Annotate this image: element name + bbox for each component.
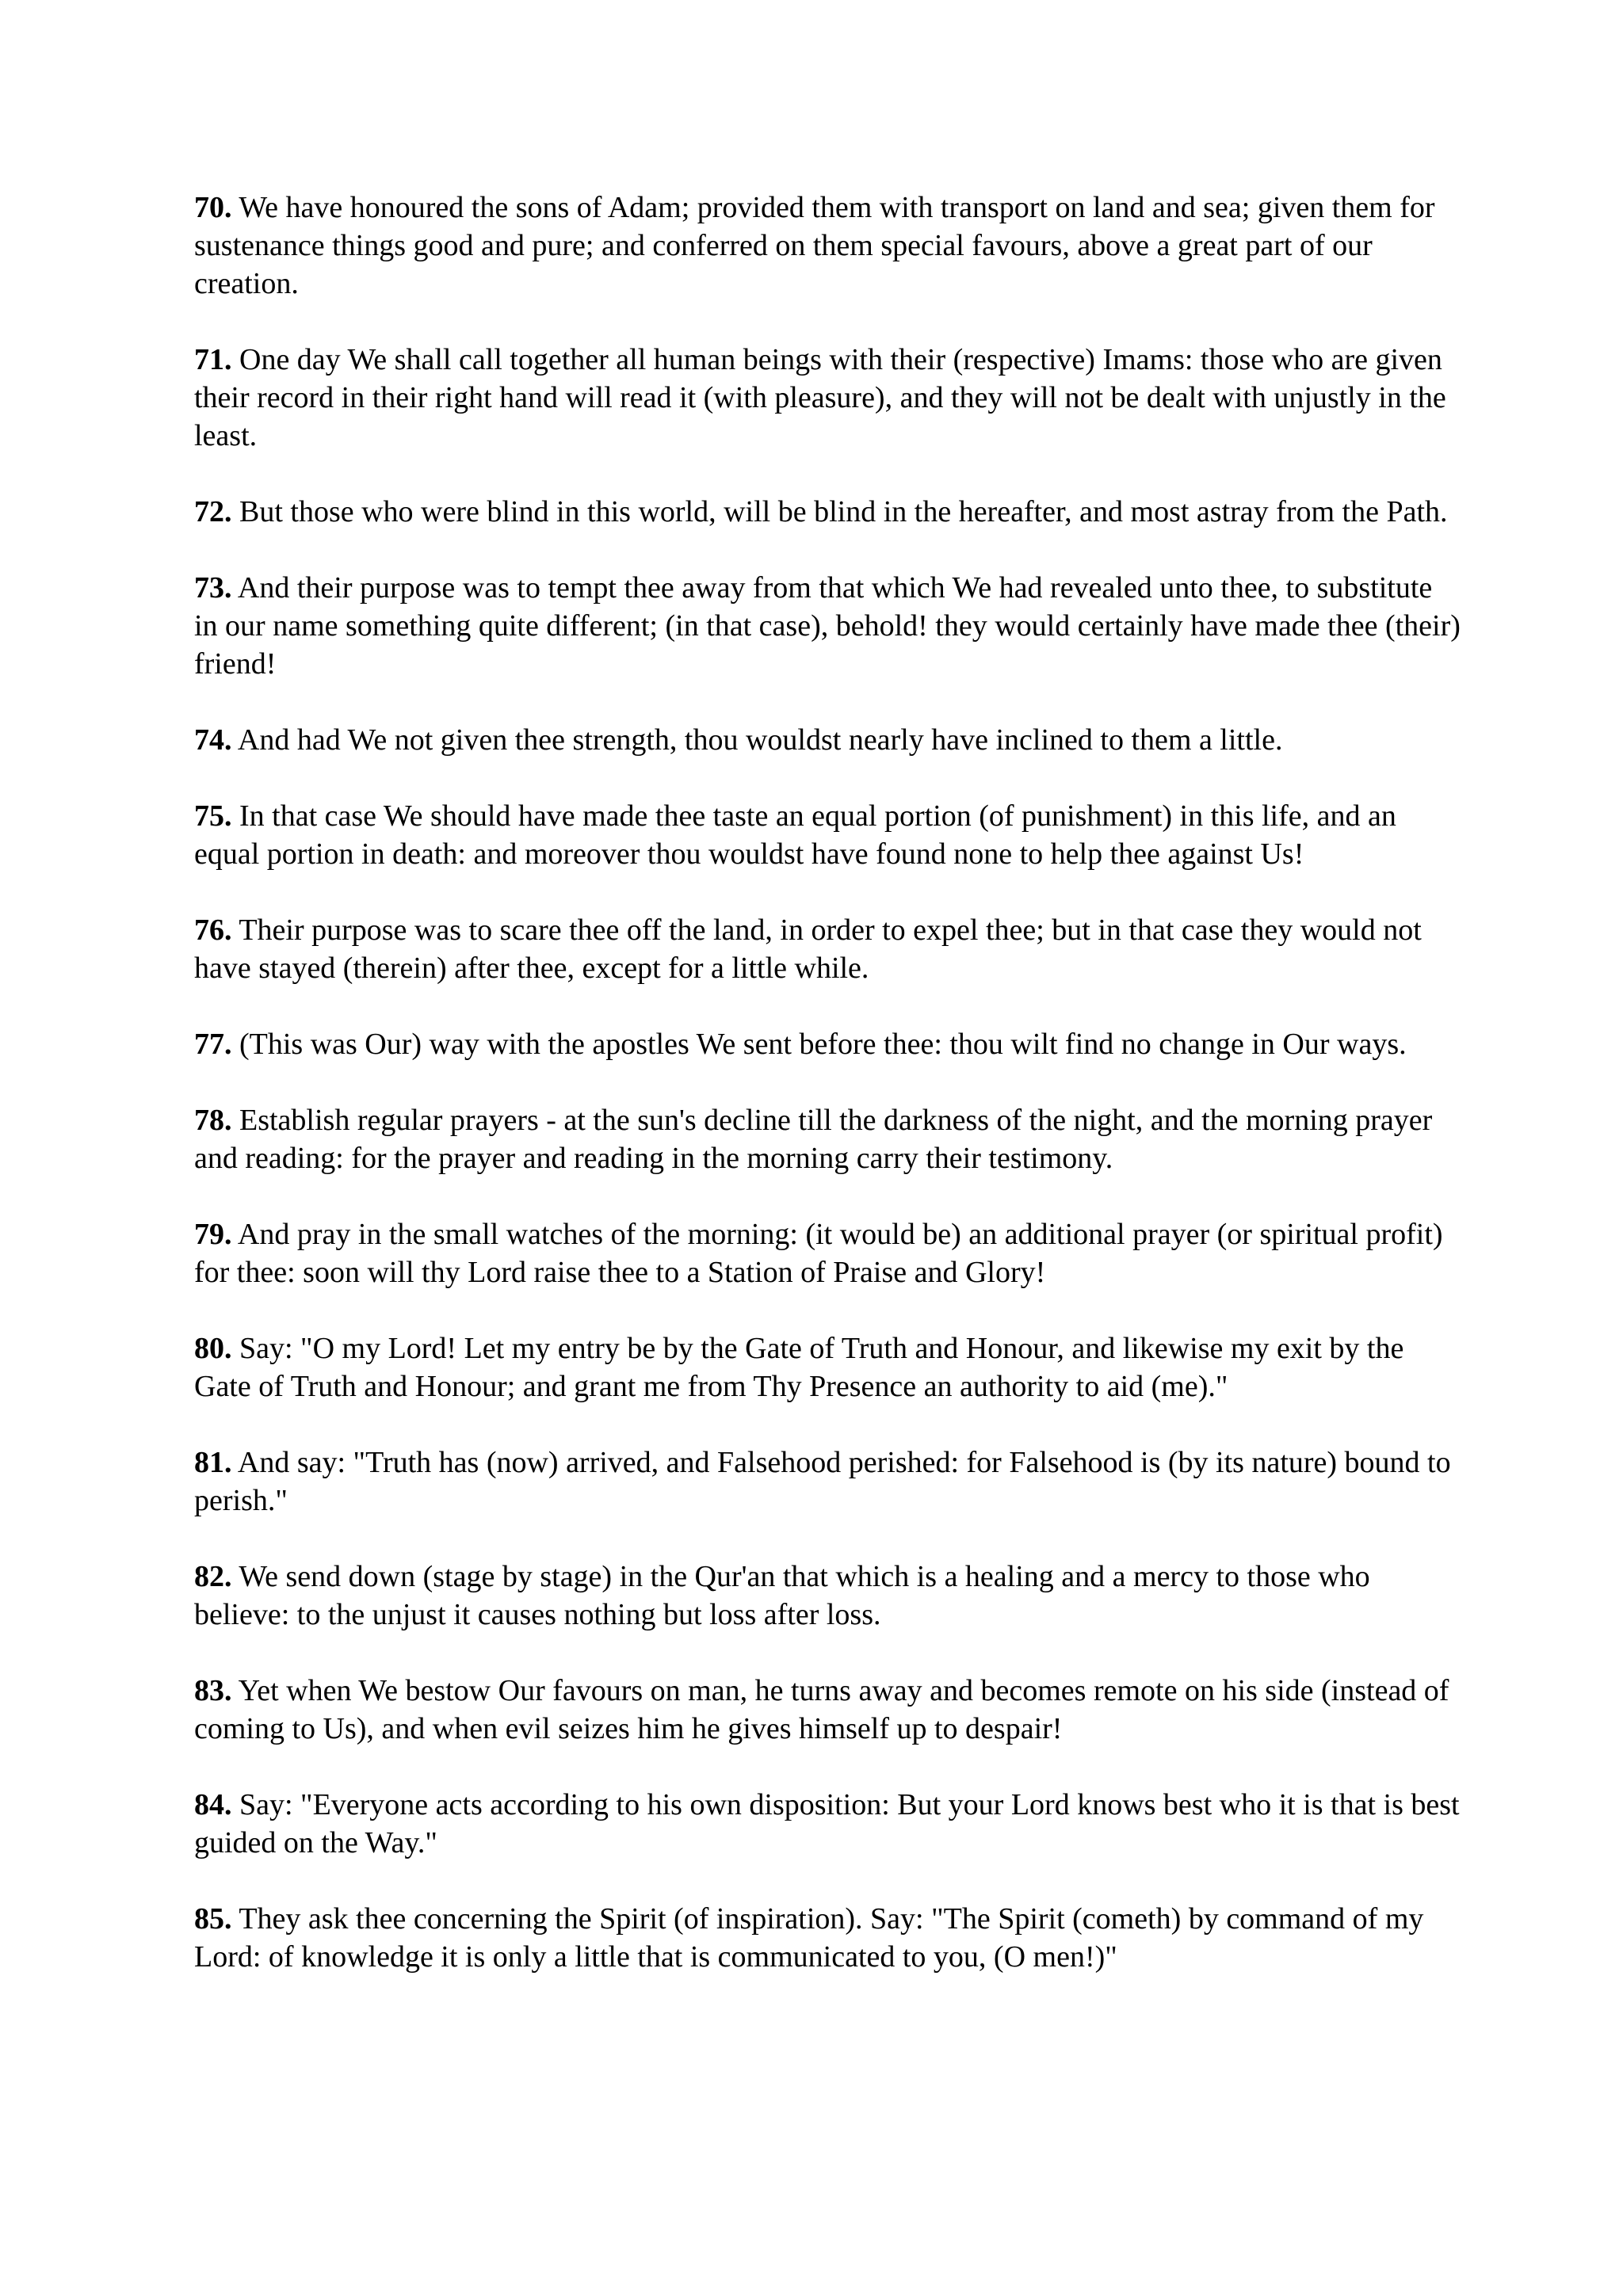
verse-number: 71. bbox=[194, 343, 232, 376]
verse-number: 85. bbox=[194, 1902, 232, 1936]
verse-item bbox=[194, 797, 1462, 873]
verse-item bbox=[194, 1672, 1462, 1748]
verse-number: 83. bbox=[194, 1674, 232, 1707]
verse-text: They ask thee concerning the Spirit (of inspiration). Say: "The Spirit (cometh) by command of my Lord: of knowledge it is only a little that is communicated to you, (O men!)" bbox=[194, 1902, 1424, 1974]
verse-text: Say: "Everyone acts according to his own disposition: But your Lord knows best who it is that is best guided on the Way." bbox=[194, 1788, 1460, 1859]
verse-number: 77. bbox=[194, 1028, 232, 1061]
verse-item bbox=[194, 1900, 1462, 1976]
verse-number: 76. bbox=[194, 913, 232, 947]
verse-number: 74. bbox=[194, 723, 232, 757]
verse-number: 79. bbox=[194, 1218, 232, 1251]
verse-item bbox=[194, 1025, 1462, 1063]
verse-number: 78. bbox=[194, 1104, 232, 1137]
verse-text: And pray in the small watches of the morning: (it would be) an additional prayer (or spiritual profit) for thee: soon will thy Lord raise thee to a Station of Praise and Glory! bbox=[194, 1218, 1443, 1289]
verse-number: 82. bbox=[194, 1560, 232, 1593]
verse-item bbox=[194, 721, 1462, 759]
verse-text: (This was Our) way with the apostles We sent before thee: thou wilt find no change in Our ways. bbox=[239, 1028, 1407, 1061]
verse-item bbox=[194, 911, 1462, 987]
verse-text: We have honoured the sons of Adam; provided them with transport on land and sea; given them for sustenance things good and pure; and conferred on them special favours, above a great part of our creation. bbox=[194, 191, 1435, 300]
verse-number: 80. bbox=[194, 1332, 232, 1365]
verse-number: 72. bbox=[194, 495, 232, 528]
verse-item bbox=[194, 569, 1462, 683]
verse-text: Their purpose was to scare thee off the land, in order to expel thee; but in that case they would not have stayed (therein) after thee, except for a little while. bbox=[194, 913, 1422, 985]
verse-text: Establish regular prayers - at the sun's decline till the darkness of the night, and the morning prayer and reading: for the prayer and reading in the morning carry their testimony. bbox=[194, 1104, 1433, 1175]
verse-item bbox=[194, 1444, 1462, 1520]
verse-text: We send down (stage by stage) in the Qur'an that which is a healing and a mercy to those who believe: to the unjust it causes nothing but loss after loss. bbox=[194, 1560, 1370, 1631]
verse-text: In that case We should have made thee taste an equal portion (of punishment) in this life, and an equal portion in death: and moreover thou wouldst have found none to help thee against Us! bbox=[194, 799, 1396, 871]
verse-number: 70. bbox=[194, 191, 232, 224]
verse-text: Yet when We bestow Our favours on man, he turns away and becomes remote on his side (instead of coming to Us), and when evil seizes him he gives himself up to despair! bbox=[194, 1674, 1449, 1745]
verse-list bbox=[194, 189, 1462, 2014]
verse-number: 73. bbox=[194, 571, 232, 605]
verse-item bbox=[194, 1786, 1462, 1862]
verse-text: But those who were blind in this world, will be blind in the hereafter, and most astray from the Path. bbox=[239, 495, 1448, 528]
verse-item bbox=[194, 1215, 1462, 1291]
verse-text: One day We shall call together all human beings with their (respective) Imams: those who are given their record in their right hand will read it (with pleasure), and they will not be dealt with unjustly in the least. bbox=[194, 343, 1446, 452]
verse-number: 84. bbox=[194, 1788, 232, 1821]
verse-text: And their purpose was to tempt thee away from that which We had revealed unto thee, to substitute in our name something quite different; (in that case), behold! they would certainly have made thee (their) friend! bbox=[194, 571, 1461, 681]
verse-item bbox=[194, 189, 1462, 303]
verse-number: 75. bbox=[194, 799, 232, 833]
verse-item bbox=[194, 1329, 1462, 1405]
verse-number: 81. bbox=[194, 1446, 232, 1479]
verse-text: And had We not given thee strength, thou wouldst nearly have inclined to them a little. bbox=[237, 723, 1283, 757]
verse-text: Say: "O my Lord! Let my entry be by the Gate of Truth and Honour, and likewise my exit by the Gate of Truth and Honour; and grant me from Thy Presence an authority to aid (me)." bbox=[194, 1332, 1404, 1403]
verse-item bbox=[194, 1558, 1462, 1634]
verse-item bbox=[194, 1101, 1462, 1177]
verse-item bbox=[194, 493, 1462, 531]
verse-item bbox=[194, 341, 1462, 455]
verse-text: And say: "Truth has (now) arrived, and Falsehood perished: for Falsehood is (by its nature) bound to perish." bbox=[194, 1446, 1451, 1517]
